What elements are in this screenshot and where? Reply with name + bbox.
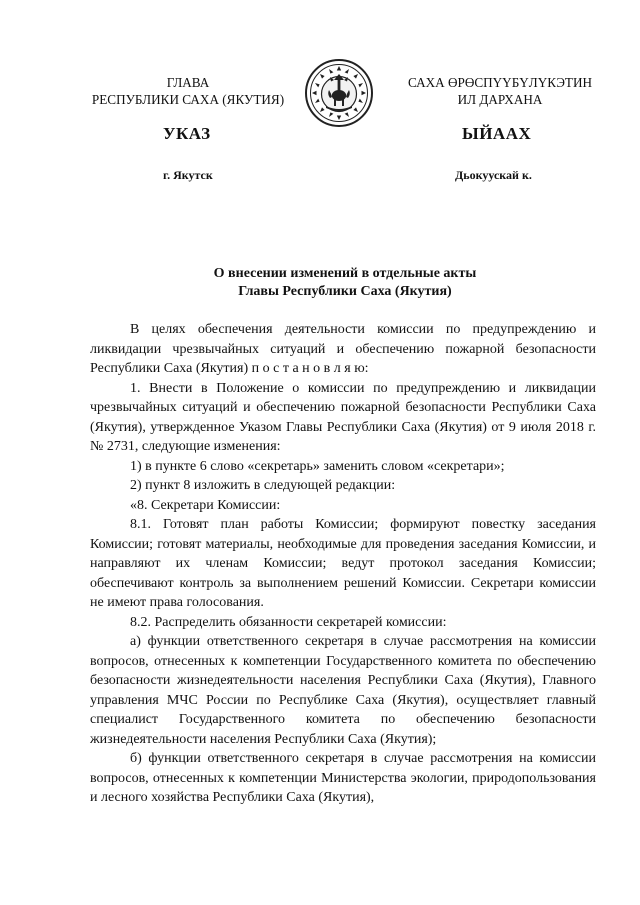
city-yakut: Дьокуускай к. bbox=[455, 168, 532, 182]
preamble-paragraph: В целях обеспечения деятельности комиссии по предупреждению и ликвидации чрезвычайных ситуаций и обеспечению пожарной безопасности Республики Саха (Якутия) п о с т а н о в л я ю: bbox=[90, 322, 596, 376]
coat-of-arms-emblem bbox=[304, 58, 374, 128]
title-line2: Главы Республики Саха (Якутия) bbox=[238, 284, 452, 299]
section-8-2-item-a: а) функции ответственного секретаря в случае рассмотрения на комиссии вопросов, отнесенных к компетенции Государственного комитета по обеспечению безопасности жизнедеятельности населения Республики Саха (Якутия), Главного управления МЧС России по Республике Саха (Якутия), осуществляет главный специалист Государственного комитета по обеспечению безопасности жизнедеятельности населения Республики Саха (Якутия); bbox=[90, 634, 596, 747]
section-8-2: 8.2. Распределить обязанности секретарей комиссии: bbox=[130, 614, 447, 630]
decree-title bbox=[90, 265, 600, 301]
section-8-1: 8.1. Готовят план работы Комиссии; формируют повестку заседания Комиссии; готовят материалы, необходимые для проведения заседания Комиссии, и направляют их членам Комиссии; ведут протокол заседания Комиссии; обеспечивают контроль за выполнением решений Комиссии. Секретари комиссии не имеют права голосования. bbox=[90, 517, 596, 610]
city-russian: г. Якутск bbox=[163, 168, 213, 182]
header-left-line2: РЕСПУБЛИКИ САХА (ЯКУТИЯ) bbox=[91, 92, 285, 107]
doc-type-yakut: ЫЙААХ bbox=[462, 124, 532, 143]
header-right-line1: САХА ӨРӨСПҮҮБҮЛҮКЭТИН bbox=[407, 75, 593, 90]
header-right-line2: ИЛ ДАРХАНА bbox=[457, 92, 543, 107]
section-8-heading: «8. Секретари Комиссии: bbox=[130, 497, 281, 513]
clause-1-item-1: 1) в пункте 6 слово «секретарь» заменить словом «секретари»; bbox=[130, 458, 505, 474]
header-left-line1: ГЛАВА bbox=[166, 75, 210, 90]
header-left-russian bbox=[72, 74, 304, 108]
clause-1-item-2: 2) пункт 8 изложить в следующей редакции: bbox=[130, 478, 396, 493]
doc-type-russian: УКАЗ bbox=[163, 124, 211, 143]
section-8-2-item-b: б) функции ответственного секретаря в случае рассмотрения на комиссии вопросов, отнесенных к компетенции Министерства экологии, природопользования и лесного хозяйства Республики Саха (Якутия), bbox=[90, 751, 596, 805]
header-right-yakut bbox=[388, 74, 612, 108]
clause-1: 1. Внести в Положение о комиссии по предупреждению и ликвидации чрезвычайных ситуаций и обеспечению пожарной безопасности Республики Саха (Якутия), утвержденное Указом Главы Республики Саха (Якутия) от 9 июля 2018 г. № 2731, следующие изменения: bbox=[90, 380, 596, 454]
decree-body bbox=[90, 320, 596, 808]
title-line1: О внесении изменений в отдельные акты bbox=[213, 266, 477, 281]
